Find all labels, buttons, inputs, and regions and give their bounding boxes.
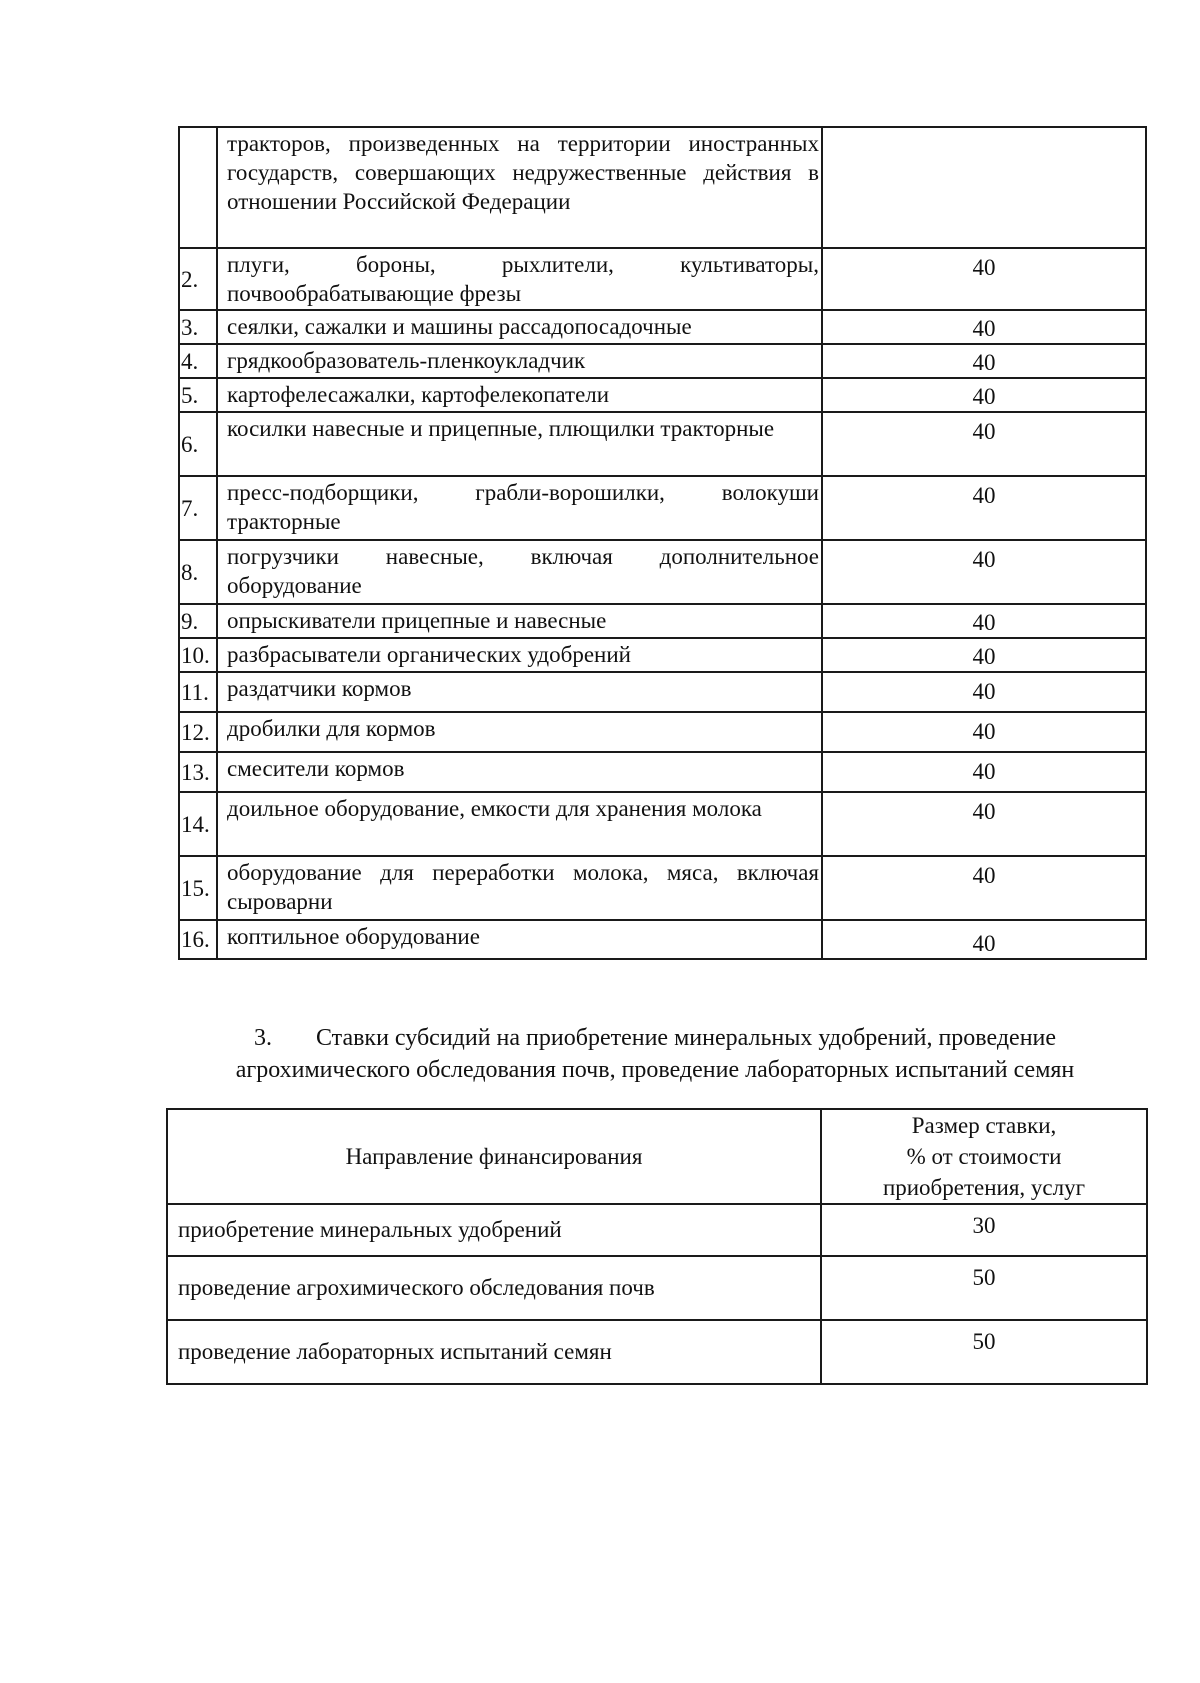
table-row <box>179 920 1146 959</box>
section-title-part-1: Ставки субсидий на приобретение минеральных удобрений, проведение <box>315 1025 1057 1051</box>
row-rate: 40 <box>822 672 1146 712</box>
row-rate: 40 <box>822 310 1146 344</box>
table-row <box>179 712 1146 752</box>
row-number: 5. <box>179 378 217 412</box>
header-rate-line-3: приобретения, услуг <box>882 1175 1086 1200</box>
table-row <box>179 127 1146 248</box>
table-row <box>179 752 1146 792</box>
table-row <box>179 310 1146 344</box>
row-number: 4. <box>179 344 217 378</box>
row-description: разбрасыватели органических удобрений <box>217 638 822 672</box>
table-row <box>167 1256 1147 1320</box>
row-number <box>179 127 217 248</box>
row-description: коптильное оборудование <box>217 920 822 959</box>
row-description: погрузчики навесные, включая дополнительное оборудование <box>217 540 822 604</box>
table-header-row <box>167 1109 1147 1204</box>
row-number: 3. <box>179 310 217 344</box>
row-description: сеялки, сажалки и машины рассадопосадочные <box>217 310 822 344</box>
row-direction: проведение лабораторных испытаний семян <box>167 1320 821 1384</box>
row-direction: приобретение минеральных удобрений <box>167 1204 821 1256</box>
table-row <box>179 792 1146 856</box>
row-description: опрыскиватели прицепные и навесные <box>217 604 822 638</box>
row-description: пресс-подборщики, грабли-ворошилки, волокуши тракторные <box>217 476 822 540</box>
section-heading-line-1 <box>160 1022 1150 1054</box>
header-rate-line-1: Размер ставки, <box>911 1113 1057 1138</box>
row-rate: 40 <box>822 540 1146 604</box>
table-row <box>179 476 1146 540</box>
row-rate <box>822 127 1146 248</box>
row-rate: 40 <box>822 920 1146 959</box>
row-description: оборудование для переработки молока, мяса, включая сыроварни <box>217 856 822 920</box>
row-description: картофелесажалки, картофелекопатели <box>217 378 822 412</box>
row-rate: 40 <box>822 248 1146 310</box>
row-direction: проведение агрохимического обследования почв <box>167 1256 821 1320</box>
row-rate: 40 <box>822 856 1146 920</box>
table-row <box>167 1204 1147 1256</box>
row-number: 13. <box>179 752 217 792</box>
row-number: 2. <box>179 248 217 310</box>
row-rate: 40 <box>822 604 1146 638</box>
table-row <box>179 378 1146 412</box>
row-number: 7. <box>179 476 217 540</box>
row-description: дробилки для кормов <box>217 712 822 752</box>
row-description: раздатчики кормов <box>217 672 822 712</box>
header-rate-line-2: % от стоимости <box>906 1144 1062 1169</box>
row-rate: 40 <box>822 476 1146 540</box>
row-rate: 40 <box>822 378 1146 412</box>
section-heading <box>160 1022 1150 1086</box>
row-description: плуги, бороны, рыхлители, культиваторы, почвообрабатывающие фрезы <box>217 248 822 310</box>
row-description: косилки навесные и прицепные, плющилки тракторные <box>217 412 822 476</box>
table-row <box>179 248 1146 310</box>
table-row <box>179 604 1146 638</box>
row-number: 6. <box>179 412 217 476</box>
row-rate: 50 <box>821 1320 1147 1384</box>
row-number: 10. <box>179 638 217 672</box>
row-rate: 40 <box>822 752 1146 792</box>
table-row <box>179 638 1146 672</box>
table-row <box>179 856 1146 920</box>
row-number: 16. <box>179 920 217 959</box>
header-direction: Направление финансирования <box>167 1109 821 1204</box>
row-number: 14. <box>179 792 217 856</box>
table-row <box>179 344 1146 378</box>
row-description: грядкообразователь-пленкоукладчик <box>217 344 822 378</box>
section-title-part-2: агрохимического обследования почв, проведение лабораторных испытаний семян <box>235 1057 1075 1083</box>
section-number: 3. <box>253 1025 272 1051</box>
table-row <box>179 540 1146 604</box>
row-number: 15. <box>179 856 217 920</box>
row-number: 11. <box>179 672 217 712</box>
equipment-rates-table <box>178 126 1147 960</box>
row-description: доильное оборудование, емкости для хранения молока <box>217 792 822 856</box>
subsidy-rates-table <box>166 1108 1148 1385</box>
row-rate: 50 <box>821 1256 1147 1320</box>
header-rate <box>821 1109 1147 1204</box>
table-row <box>179 412 1146 476</box>
row-number: 8. <box>179 540 217 604</box>
row-rate: 40 <box>822 792 1146 856</box>
row-number: 12. <box>179 712 217 752</box>
table-row <box>167 1320 1147 1384</box>
row-rate: 40 <box>822 638 1146 672</box>
row-rate: 40 <box>822 412 1146 476</box>
row-rate: 40 <box>822 344 1146 378</box>
row-number: 9. <box>179 604 217 638</box>
row-description: тракторов, произведенных на территории иностранных государств, совершающих недружественные действия в отношении Российской Федерации <box>217 127 822 248</box>
table-row <box>179 672 1146 712</box>
row-rate: 30 <box>821 1204 1147 1256</box>
row-description: смесители кормов <box>217 752 822 792</box>
row-rate: 40 <box>822 712 1146 752</box>
